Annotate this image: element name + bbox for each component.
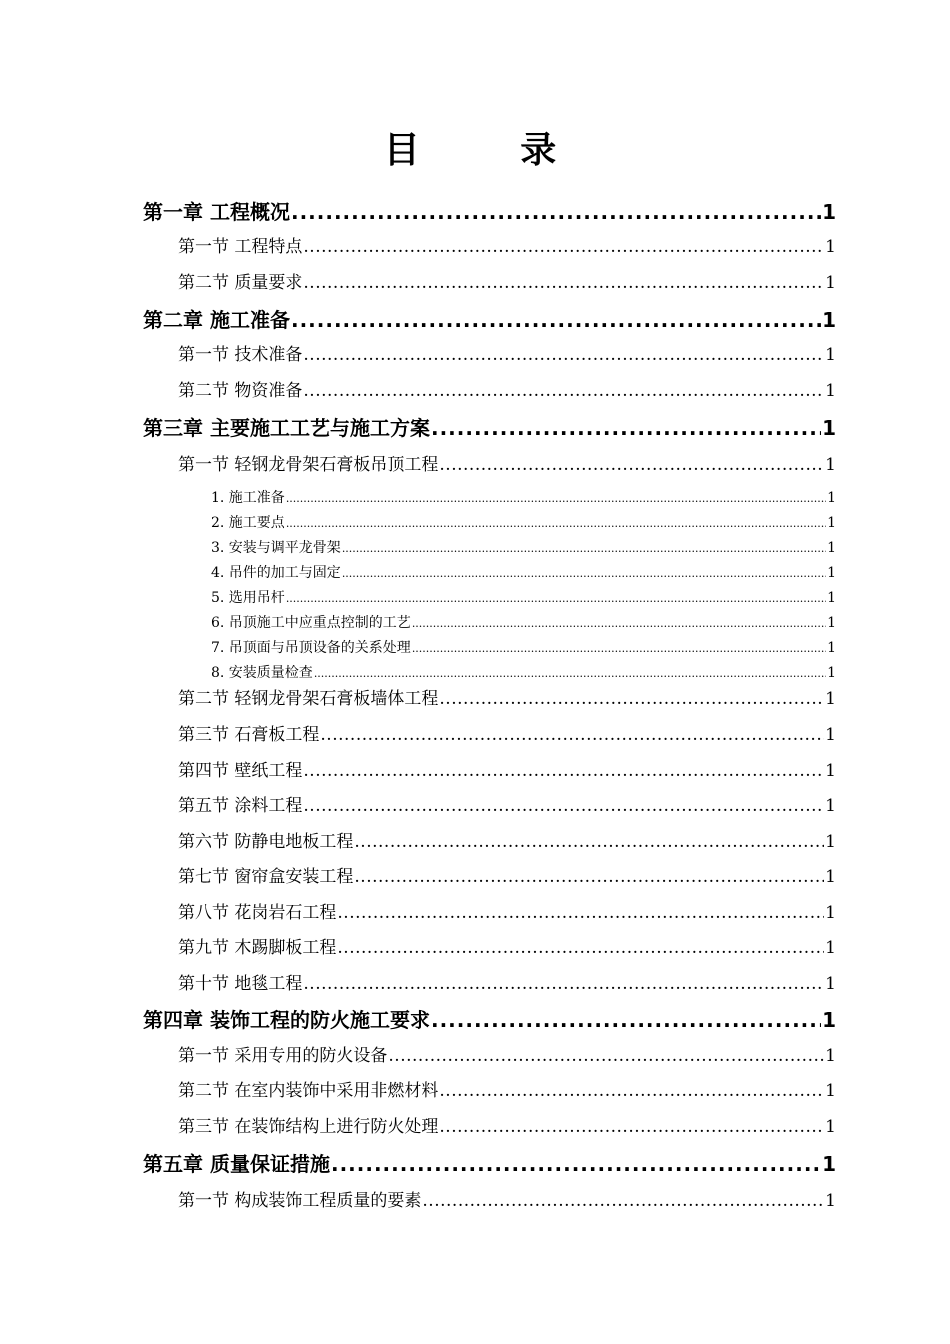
toc-page-number: 1 — [827, 540, 836, 556]
toc-page-number: 1 — [825, 903, 836, 923]
toc-entry-label: 第二节 质量要求 — [178, 273, 303, 293]
toc-page-number: 1 — [825, 237, 836, 257]
toc-section-entry[interactable] — [178, 340, 836, 365]
toc-entry-label: 第一节 采用专用的防火设备 — [178, 1046, 388, 1066]
toc-dot-leader — [291, 308, 821, 332]
toc-entry-label: 第九节 木踢脚板工程 — [178, 938, 337, 958]
toc-entry-label: 4. 吊件的加工与固定 — [211, 565, 341, 581]
toc-chapter-entry[interactable] — [143, 1004, 836, 1033]
toc-sub-entry[interactable] — [211, 487, 836, 507]
toc-dot-leader — [431, 1008, 821, 1032]
toc-dot-leader — [337, 903, 824, 923]
toc-page-number: 1 — [825, 1117, 836, 1137]
toc-section-entry[interactable] — [178, 756, 836, 781]
toc-entry-label: 第十节 地毯工程 — [178, 974, 303, 994]
toc-dot-leader — [439, 455, 824, 475]
toc-page-number: 1 — [822, 308, 836, 332]
toc-dot-leader — [291, 200, 821, 224]
toc-entry-label: 第二节 轻钢龙骨架石膏板墙体工程 — [178, 689, 439, 709]
toc-dot-leader — [388, 1046, 824, 1066]
toc-entry-label: 第三节 石膏板工程 — [178, 725, 320, 745]
toc-page-number: 1 — [825, 761, 836, 781]
toc-dot-leader — [286, 592, 826, 605]
toc-page-number: 1 — [825, 455, 836, 475]
toc-page-number: 1 — [827, 640, 836, 656]
toc-entry-label: 第三章 主要施工工艺与施工方案 — [143, 416, 430, 440]
toc-entry-label: 7. 吊顶面与吊顶设备的关系处理 — [211, 640, 411, 656]
toc-sub-entry[interactable] — [211, 662, 836, 682]
toc-dot-leader — [303, 974, 824, 994]
toc-page-number: 1 — [822, 1008, 836, 1032]
toc-dot-leader — [412, 617, 826, 630]
toc-dot-leader — [286, 517, 826, 530]
toc-page-number: 1 — [827, 615, 836, 631]
toc-page-number: 1 — [825, 1081, 836, 1101]
toc-section-entry[interactable] — [178, 969, 836, 994]
toc-page-number: 1 — [827, 590, 836, 606]
toc-entry-label: 第二章 施工准备 — [143, 308, 290, 332]
toc-entry-label: 第一节 技术准备 — [178, 345, 303, 365]
toc-entry-label: 第五章 质量保证措施 — [143, 1152, 330, 1176]
toc-dot-leader — [354, 867, 824, 887]
toc-entry-label: 3. 安装与调平龙骨架 — [211, 540, 341, 556]
toc-section-entry[interactable] — [178, 684, 836, 709]
toc-dot-leader — [439, 689, 824, 709]
toc-section-entry[interactable] — [178, 862, 836, 887]
toc-page-number: 1 — [827, 490, 836, 506]
toc-section-entry[interactable] — [178, 268, 836, 293]
toc-entry-label: 第四章 装饰工程的防火施工要求 — [143, 1008, 430, 1032]
toc-section-entry[interactable] — [178, 1112, 836, 1137]
toc-entry-label: 6. 吊顶施工中应重点控制的工艺 — [211, 615, 411, 631]
toc-section-entry[interactable] — [178, 450, 836, 475]
toc-dot-leader — [303, 273, 824, 293]
toc-page-number: 1 — [822, 1152, 836, 1176]
toc-dot-leader — [439, 1081, 824, 1101]
toc-dot-leader — [303, 796, 824, 816]
toc-page-number: 1 — [825, 832, 836, 852]
toc-page-number: 1 — [827, 665, 836, 681]
toc-sub-entry[interactable] — [211, 512, 836, 532]
toc-entry-label: 第八节 花岗岩石工程 — [178, 903, 337, 923]
toc-chapter-entry[interactable] — [143, 1148, 836, 1177]
toc-entry-label: 2. 施工要点 — [211, 515, 285, 531]
toc-page-number: 1 — [825, 938, 836, 958]
toc-dot-leader — [303, 345, 824, 365]
toc-dot-leader — [331, 1152, 821, 1176]
toc-page-number: 1 — [825, 974, 836, 994]
toc-section-entry[interactable] — [178, 933, 836, 958]
toc-dot-leader — [439, 1117, 824, 1137]
toc-entry-label: 第三节 在装饰结构上进行防火处理 — [178, 1117, 439, 1137]
toc-page-number: 1 — [827, 565, 836, 581]
toc-page-number: 1 — [825, 725, 836, 745]
toc-dot-leader — [342, 567, 826, 580]
toc-page-number: 1 — [822, 416, 836, 440]
toc-page-number: 1 — [825, 1046, 836, 1066]
toc-sub-entry[interactable] — [211, 587, 836, 607]
toc-page-number: 1 — [825, 381, 836, 401]
toc-entry-label: 第一章 工程概况 — [143, 200, 290, 224]
toc-dot-leader — [354, 832, 824, 852]
toc-dot-leader — [303, 237, 824, 257]
toc-section-entry[interactable] — [178, 376, 836, 401]
toc-entry-label: 第一节 构成装饰工程质量的要素 — [178, 1191, 422, 1211]
toc-chapter-entry[interactable] — [143, 412, 836, 441]
toc-dot-leader — [422, 1191, 824, 1211]
toc-entry-label: 第二节 物资准备 — [178, 381, 303, 401]
toc-dot-leader — [431, 416, 821, 440]
toc-entry-label: 8. 安装质量检查 — [211, 665, 313, 681]
toc-section-entry[interactable] — [178, 1076, 836, 1101]
toc-chapter-entry[interactable] — [143, 196, 836, 225]
toc-page-number: 1 — [825, 796, 836, 816]
toc-section-entry[interactable] — [178, 720, 836, 745]
toc-section-entry[interactable] — [178, 232, 836, 257]
toc-dot-leader — [342, 542, 826, 555]
toc-entry-label: 第七节 窗帘盒安装工程 — [178, 867, 354, 887]
toc-page-number: 1 — [822, 200, 836, 224]
toc-section-entry[interactable] — [178, 898, 836, 923]
toc-page-number: 1 — [825, 1191, 836, 1211]
toc-entry-label: 第五节 涂料工程 — [178, 796, 303, 816]
toc-sub-entry[interactable] — [211, 537, 836, 557]
toc-page-number: 1 — [825, 689, 836, 709]
toc-sub-entry[interactable] — [211, 562, 836, 582]
toc-entry-label: 第四节 壁纸工程 — [178, 761, 303, 781]
toc-dot-leader — [303, 381, 824, 401]
toc-dot-leader — [286, 492, 826, 505]
toc-page-number: 1 — [827, 515, 836, 531]
toc-section-entry[interactable] — [178, 827, 836, 852]
toc-entry-label: 第六节 防静电地板工程 — [178, 832, 354, 852]
toc-entry-label: 第一节 工程特点 — [178, 237, 303, 257]
toc-entry-label: 1. 施工准备 — [211, 490, 285, 506]
toc-entry-label: 第一节 轻钢龙骨架石膏板吊顶工程 — [178, 455, 439, 475]
toc-title: 目 录 — [383, 130, 601, 171]
toc-dot-leader — [412, 642, 826, 655]
toc-dot-leader — [303, 761, 824, 781]
toc-section-entry[interactable] — [178, 1186, 836, 1211]
toc-section-entry[interactable] — [178, 1041, 836, 1066]
toc-entry-label: 5. 选用吊杆 — [211, 590, 285, 606]
toc-sub-entry[interactable] — [211, 637, 836, 657]
toc-dot-leader — [337, 938, 824, 958]
toc-dot-leader — [320, 725, 824, 745]
toc-section-entry[interactable] — [178, 791, 836, 816]
toc-chapter-entry[interactable] — [143, 304, 836, 333]
toc-page-number: 1 — [825, 345, 836, 365]
toc-page-number: 1 — [825, 867, 836, 887]
toc-page-number: 1 — [825, 273, 836, 293]
toc-entry-label: 第二节 在室内装饰中采用非燃材料 — [178, 1081, 439, 1101]
toc-sub-entry[interactable] — [211, 612, 836, 632]
toc-dot-leader — [314, 667, 826, 680]
